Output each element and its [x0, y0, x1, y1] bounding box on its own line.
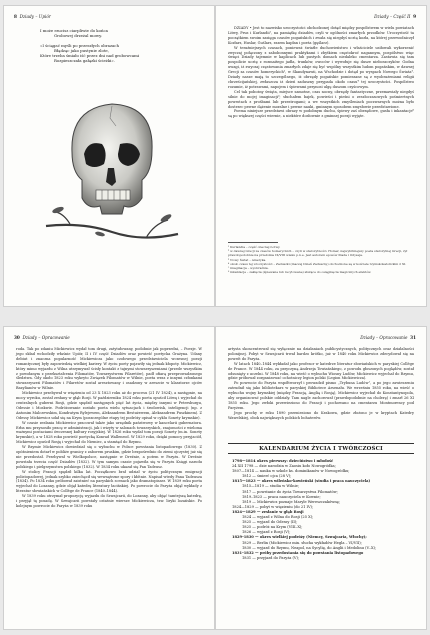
running-header — [226, 335, 416, 340]
page-number: 9 — [413, 14, 416, 19]
paragraph: W teraźniejszych czasach, ponieważ światłe duchowieństwo i właściciele usiłowali wykorzenić zwyczaj połączony z zabobonnymi praktykami i zbytkiem częstokroć nagannym, pospólstwo więc święci Dziady tajemnie w kaplicach lub pustych domach niedaleko cmentarza. Zastawia się tam pospolicie ucztę z rozmaitego jadła, trunków, owoców i wywołuje się dusze nieboszczyków. Godna uwagi, iż zwyczaj częstowania zmarłych zdaje się być wspólny wszystkim ludom pogańskim, w dawnej Grecji za czasów homeryckich², w Skandynawii, na Wschodzie i dotąd po wyspach Nowego Świata³. Dziady nasze mają to szczególnego, iż obrzędy pogańskie pomieszane są z wyobrażeniami religii chrześcijańskiej, zwłaszcza iż dzień zaduszny przypada około czasu⁴ tej uroczystości. Pospólstwo rozumie, iż potrawami, napojem i śpiewami przynosi ulgę duszom czyścowym. — [228, 45, 414, 89]
paragraph: DZIADY • Jest to nazwisko uroczystości obchodzonej dotąd między pospólstwem w wielu powiatach Litwy, Prus i Kurlandii¹, na pamiątkę dziadów, czyli w ogólności zmarłych przodków. Uroczystość ta początkiem swoim zasięga czasów pogańskich i zwała się niegdyś ucztą kozła, na której przewodniczył Kozłarz, Huslar, Guślarz, razem kapłan i poeta (gęślarz). — [228, 26, 414, 45]
paragraph: Po powrocie do Paryża współtworzył i prowadził pismo „Trybuna Ludów”, a po jego zawieszeniu zatrudnił się jako bibliotekarz w paryskiej Bibliotece Arsenału. We wrześniu 1855 roku, na wieść o wybuchu wojny krymskiej (między Francją, Anglią i Rosją), Mickiewicz wyjechał do Konstantynopola, aby organizować polskie oddziały. Tam nagle zachorował (prawdopodobnie na cholerę) i zmarł 26 XI 1855 roku. Jego zwłoki przewieziono do Francji i pochowano na cmentarzu Montmorency pod Paryżem. — [228, 381, 414, 410]
kalendarium-entry: 1807—1814 — nauka w szkole ks. dominikanów w Nowogródku; — [232, 469, 350, 474]
footnotes — [228, 242, 414, 274]
page-number: 8 — [14, 14, 17, 19]
footnote: ³ Nowy Świat – Ameryka. — [228, 257, 267, 262]
paragraph: Jego prochy w roku 1890 przeniesiono do Krakowa, gdzie złożono je w kryptach Katedry Wawelskiej, obok największych polskich bohaterów. — [228, 410, 414, 420]
paragraph: roda. Tak po zdaniu Mickiewicz wydał tom drugi, zatytułowany, podobnie jak poprzedni, – Poezje. W jego skład wchodziły właśnie Upiór, II i IV część Dziadów oraz powieść poetycka Grażyna. Udany debiut i znaczna popularność Mickiewicza jako czołowego przedstawiciela wczesnej poezji romantycznej były zapowiedzią wielkiej kariery. W życiu poety pojawiły się jednak kłopoty. Mickiewicz, który mimo wyjazdu z Wilna utrzymywał ścisły kontakt z tajnymi stowarzyszeniami (przede wszystkim z powołanym z przekształcenia Filomatów, Towarzystwem Filaretów), padł ofiarą przeprowadzonego śledztwa. Gdy około 1823 roku wykryto Związek Filomatów w Wilnie, poeta wraz z innymi członkami stowarzyszeń Filomatów i Filaretów został aresztowany i osadzony w areszcie w klasztorze ojców Bazylianów w Wilnie. — [16, 347, 202, 391]
footnote: ² w dawnej Grecji za czasów homeryckich – czyli w starożytności. Homer, najwybitniejszy poeta starożytnej Grecji, żył prawdopodobnie na przełomie IX/VIII wieku p.n.e. Jest autorem eposów Iliada i Odyseja. — [228, 249, 408, 258]
kalendarium-entry: 1819 — Mickiewicz poznaje Maryle Wereszczakównę; — [242, 499, 341, 504]
verse-line: Rozpieszczała gałązki ścieżki». — [54, 58, 116, 63]
verse-line: «I ściągać myśli po przeszłych obrazach — [40, 43, 119, 48]
kalendarium-entry: 1824—1829 — pobyt w więzieniu (do 21 IV); — [232, 504, 314, 509]
kalendarium-period: 1831–1832 — próby przedostania się do powstania listopadowego — [232, 550, 364, 555]
kalendarium-entry: 1830 — wyjazd do Rzymu, Neapol, na Sycylię, do Anglii i Medolinu (V–X); — [242, 545, 377, 550]
kalendarium-entry: 1831 — przyjazd do Paryża (V); — [242, 555, 300, 560]
paragraph: W latach 1840–1844 wykładał jako profesor w katedrze literatur słowiańskich w paryskiej Collège de France. W 1844 roku, za przyczyną Andrzeja Towiańskiego, z powodu głoszonych poglądów, został odsunięty z uczelni. W 1848 roku, na wieść o wybuchu Wiosny Ludów, Mickiewicz wyjechał do Rzymu, gdzie próbował zorganizować ochotniczy legion polski (Legion Mickiewicza). — [228, 361, 414, 381]
kalendarium-entry: 1812 — śmierć ojca (28 V); — [242, 474, 292, 479]
kalendarium-entry: 1825 — podróż na Krym (VIII–X); — [242, 525, 303, 530]
skull-illustration — [42, 94, 182, 244]
kalendarium-period: 1798—1814 okres pierwszy: dzieciństwo i młodość — [232, 459, 334, 463]
paragraph: W 1839 roku otrzymał propozycję wyjazdu do Szwajcarii, do Lozanny, aby objąć tamtejszą katedrę, i przyjął tę posadę. W Szwajcarii powstały ostatnie wiersze Mickiewicza, tzw. liryki lozańskie. Po kolejnym powrocie do Paryża w 1839 roku — [16, 494, 202, 508]
page-31 — [216, 327, 426, 629]
running-title: Dziady – Opracowanie — [360, 335, 408, 340]
biography-text — [16, 347, 202, 509]
verse-line: I może rzucisz ciarpliwie do końca — [40, 28, 108, 33]
running-title: Dziady – Upiór — [19, 14, 51, 19]
preface-text — [228, 26, 414, 119]
kalendarium-entry: 1825 — wyjazd do Odessy (II); — [242, 520, 298, 525]
running-title: Dziady – Opracowanie — [22, 335, 70, 340]
paragraph: Mickiewicz przebywał w więzieniu od 23 X 1823 roku aż do procesu (21 IV 1824), a następnie, na mocy wyroku, został zesłany w głąb Rosji. W październiku 1824 roku poeta opuścił Litwę i wyjechał do centralnych guberni Rosji, gdzie spędził następnych pięć lat życia, między innymi w Petersburgu, Odessie i Moskwie. Podróżowanie zostało poeta wielu sytuacjach i środowisk, inteligencji (np. z Antonim Malczewskim, Kondratym Rylejewem, Aleksandrem Bestużewem, Aleksandrem Puszkinem). Z Odessy Mickiewicz udał się na Krym (poszczególne etapy tej podróży opisał w cyklu Sonety krymskie). — [16, 391, 202, 420]
verse-line: Grobowej drzeżal mowy. — [54, 33, 103, 38]
paragraph: W stolicy Francji spędził kilka lat. Początkowo brał udział w życiu politycznym emigracji polistopadowej, jednak szybko zniechęcił się wewnętrzne spory i kłótnie. Napisał wtedy Pana Tadeusza (1834). Po 1834 roku próbował zaistnieć na paryskich scenach jako dramatopisarz. W 1839 roku poeta wyjechał do Lozanny, gdzie objął katedrę literatury łacińskiej. Po powrocie do Paryża objął wykłady z literatur słowiańskich w Collège de France (1840–1844). — [16, 469, 202, 494]
kalendarium-period: 1824—1829 — zesłanie w głąb Rosji — [232, 509, 304, 514]
verse-line: Błądząc jako pustynie zlote, — [54, 48, 109, 53]
paragraph: W Rzymie Mickiewicz dowiedział się o wybuchu w Polsce powstania listopadowego (1830). Z opóźnieniem dotarł w pobliże granicy z zaborem pruskim, gdzie bezpośrednio do ziemi ojczystej już się nie przedostał. Przebywał w Wielkopolsce, następnie w Dreźnie, a potem w Paryżu. W Dreźnie powstała trzecia część Dziadów (1832). W tym samym czasie pojawiła się w Paryżu Księgi narodu polskiego i pielgrzymstwa polskiego (1832). W 1834 roku ukazał się Pan Tadeusz. — [16, 445, 202, 469]
kalendarium-entry: 1826 — wyjazd z Rosji (V); — [242, 530, 291, 535]
kalendarium-title: KALENDARIUM ŻYCIA I TWÓRCZOŚCI — [228, 443, 414, 454]
running-header — [14, 335, 204, 340]
kalendarium-list — [232, 459, 412, 561]
page-number: 30 — [14, 335, 20, 340]
page-30 — [4, 327, 214, 629]
kalendarium-entry: 1829 — Berlin (Mickiewicz min. słucha wykładów Hegla – VI/VII); — [242, 540, 362, 545]
page-8 — [4, 6, 214, 306]
footnote: ⁴ około czasu tej uroczystości – Zaduszki (inaczej Dzień Zaduszny) obchodzone są w kościele rzymskokatolickim 2 XI. — [228, 261, 407, 266]
spread-separator — [0, 313, 430, 321]
kalendarium-entry: 1824 — wyjazd z Wilna do Rosji (25 X); — [242, 515, 314, 520]
kalendarium-period: 1815—1823 — okres wileńsko-kowieński (studia i praca nauczyciela) — [232, 479, 371, 484]
biography-text — [228, 347, 414, 421]
paragraph: Cel tak pobożny święta, miejsce samotne, czas nocny, obrzędy fantastyczne, przemawiały niegdyś silnie do mojej imaginacji⁵; słuchałem bajek, powieści i pieśni o zeszłoczasowych pośmiertnych powrotach z prośbami lub przestrogami; a we wszystkich zmyśleniach poczwarnych można było dostrzec pewne dążenie moralne i pewne nauki, gminnym sposobem zmysłowie przedstawione. — [228, 89, 414, 109]
running-title: Dziady – Część II — [374, 14, 411, 19]
paragraph: Poema niniejsze przedstawi obrazy w podobnym duchu, śpiewy zaś obrzędowe, gusła i inkantacje⁶ są po większej części wiernie, a niektóre dosłownie z gminnej poezji wyjęte. — [228, 109, 414, 119]
paragraph: W czasie zesłania Mickiewicz pracował także jako urzędnik państwowy w kancelarii gubernatora. Erba mu przynosiło pracę w administracji, jak i wizyty w salonach towarzyskich, znajomości z wieloma ważnymi postaciami ówczesnej kultury rosyjskiej. W 1826 roku wydał tom poezji Sonety (m.in. Sonety krymskie), a w 1828 roku powieść poetycką Konrad Wallenrod. W 1829 roku, dzięki pomocy przyjaciół, Mickiewicz opuścił Rosję i wyjechał do Niemiec, a stamtąd do Rzymu. — [16, 420, 202, 445]
kalendarium-entry: 1815—1819 — studia w Wilnie; — [242, 484, 300, 489]
kalendarium-entry: 24 XII 1798 — dzie narodzin w Zaosiu koło Nowogródka; — [232, 464, 336, 469]
verse-line: Które trzeba śmiało iść przez dni nad grobowcami — [40, 53, 140, 58]
verse-excerpt — [40, 28, 160, 63]
kalendarium-entry: 1819–1823 — praca nauczyciela w Kownie; — [242, 494, 321, 499]
footnote: ⁵ imaginacja – wyobraźnia. — [228, 266, 269, 271]
paragraph: artysta skoncentrował się wyłącznie na działaniach publicystycznych, politycznych oraz działalności polonijnej. Pobyt w Szwajcarii trwał bardzo krótko, już w 1840 roku Mickiewicz zdecydował się na powrót do Paryża. — [228, 347, 414, 361]
running-header — [226, 14, 416, 19]
footnote-rule — [228, 242, 278, 243]
kalendarium-period: 1829–1830 — okres wielkiej podróży (Niemcy, Szwajcaria, Włochy); — [232, 535, 367, 540]
footnote: ¹ Kurlandia – część obecnej Łotwy. — [228, 245, 281, 249]
page-number: 31 — [410, 335, 416, 340]
page-9 — [216, 6, 426, 306]
kalendarium-entry: 1817 — powstanie do życia Towarzystwa Filomatów; — [242, 489, 338, 494]
footnote: ⁶ inkantacje – zaklęcia (śpiewane lub recytowane) służące do osiągnięcia magicznych efektów. — [228, 270, 372, 275]
running-header — [14, 14, 204, 19]
